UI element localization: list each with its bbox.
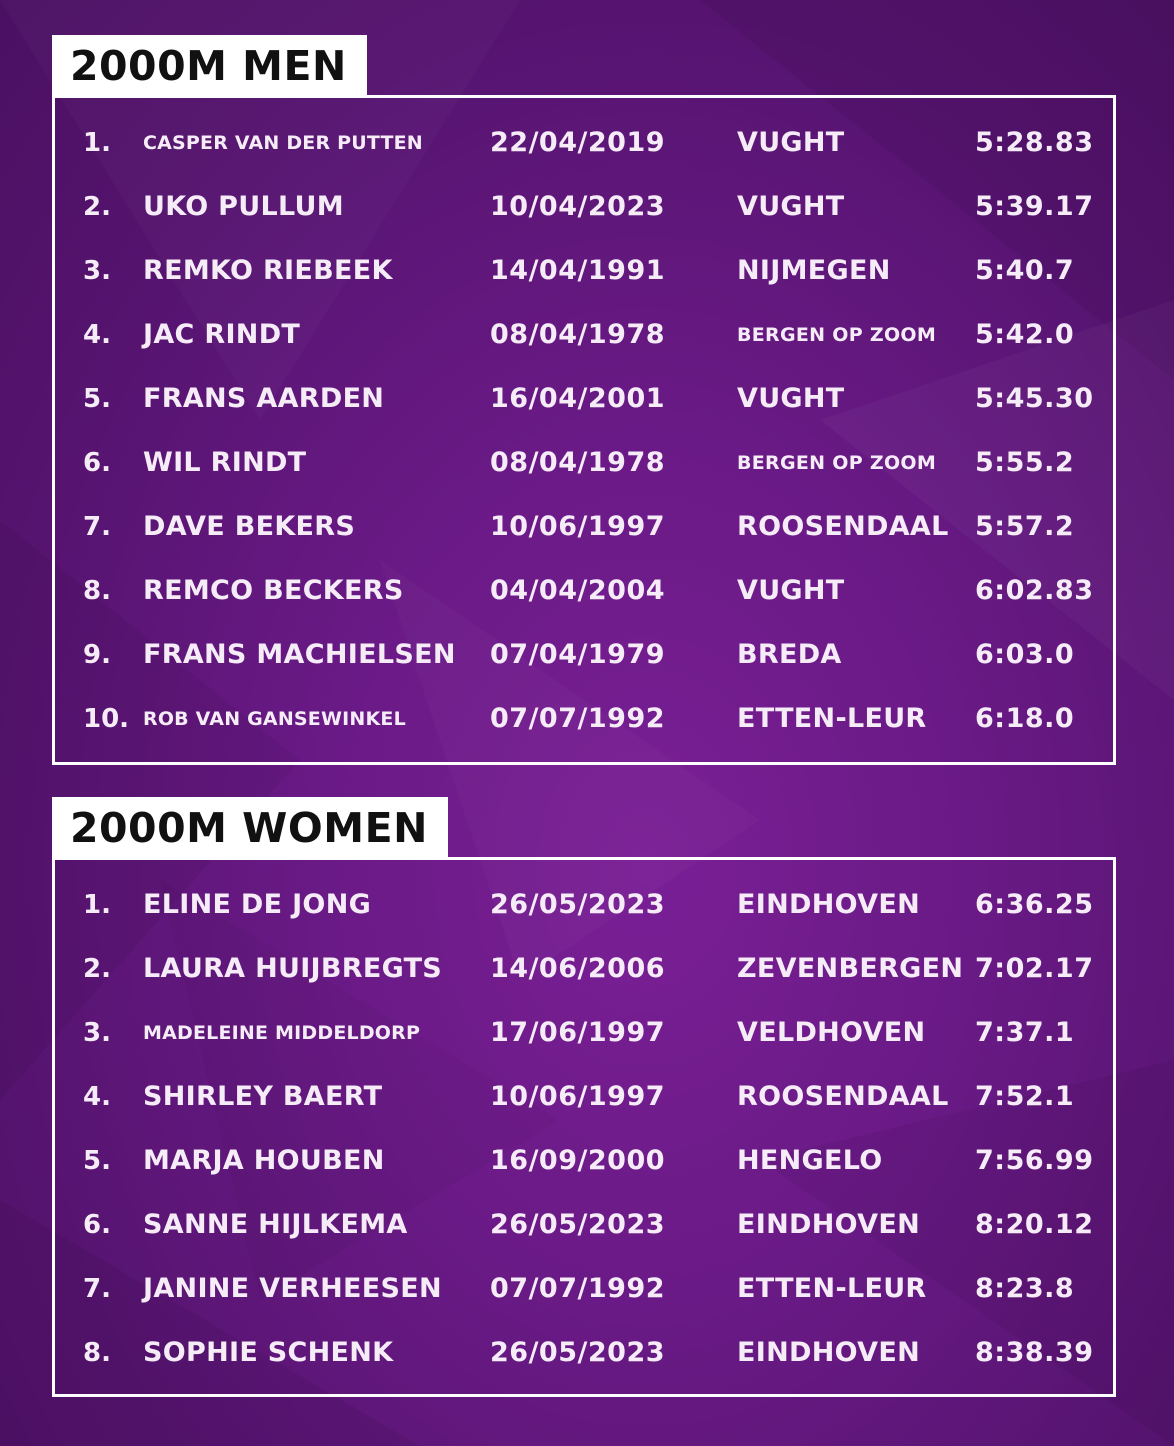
venue: ROOSENDAAL bbox=[737, 511, 949, 542]
table-row bbox=[55, 571, 1113, 611]
athlete-name: DAVE BEKERS bbox=[143, 511, 356, 542]
athlete-name: ELINE DE JONG bbox=[143, 889, 372, 920]
record-time: 5:57.2 bbox=[975, 511, 1075, 542]
record-time: 5:40.7 bbox=[975, 255, 1075, 286]
record-date: 07/07/1992 bbox=[490, 1273, 666, 1304]
rank-cell: 7. bbox=[83, 1274, 111, 1304]
athlete-name: SHIRLEY BAERT bbox=[143, 1081, 383, 1112]
table-row bbox=[55, 1077, 1113, 1117]
rank-cell: 4. bbox=[83, 320, 111, 350]
venue: VUGHT bbox=[737, 575, 845, 606]
table-row bbox=[55, 699, 1113, 739]
record-time: 6:02.83 bbox=[975, 575, 1094, 606]
rank-cell: 2. bbox=[83, 954, 111, 984]
record-time: 8:38.39 bbox=[975, 1337, 1094, 1368]
rank-cell: 10. bbox=[83, 704, 130, 734]
rank-cell: 2. bbox=[83, 192, 111, 222]
record-time: 5:28.83 bbox=[975, 127, 1094, 158]
athlete-name: JAC RINDT bbox=[143, 319, 301, 350]
record-date: 26/05/2023 bbox=[490, 1209, 666, 1240]
record-date: 07/04/1979 bbox=[490, 639, 666, 670]
rank-cell: 4. bbox=[83, 1082, 111, 1112]
record-time: 5:39.17 bbox=[975, 191, 1094, 222]
record-date: 26/05/2023 bbox=[490, 889, 666, 920]
venue: BREDA bbox=[737, 639, 842, 670]
rank-cell: 1. bbox=[83, 128, 111, 158]
record-time: 6:36.25 bbox=[975, 889, 1094, 920]
table-row bbox=[55, 885, 1113, 925]
record-time: 5:45.30 bbox=[975, 383, 1094, 414]
venue: VELDHOVEN bbox=[737, 1017, 926, 1048]
athlete-name: FRANS AARDEN bbox=[143, 383, 385, 414]
table-row bbox=[55, 1269, 1113, 1309]
athlete-name: REMKO RIEBEEK bbox=[143, 255, 393, 286]
rank-cell: 3. bbox=[83, 256, 111, 286]
table-row bbox=[55, 1333, 1113, 1373]
record-time: 7:56.99 bbox=[975, 1145, 1094, 1176]
record-date: 16/09/2000 bbox=[490, 1145, 666, 1176]
athlete-name: REMCO BECKERS bbox=[143, 575, 404, 606]
men-table bbox=[52, 95, 1116, 765]
rank-cell: 3. bbox=[83, 1018, 111, 1048]
rank-cell: 8. bbox=[83, 576, 111, 606]
record-date: 10/04/2023 bbox=[490, 191, 666, 222]
table-row bbox=[55, 1013, 1113, 1053]
record-date: 08/04/1978 bbox=[490, 319, 666, 350]
athlete-name: WIL RINDT bbox=[143, 447, 307, 478]
record-time: 7:52.1 bbox=[975, 1081, 1075, 1112]
rank-cell: 6. bbox=[83, 448, 111, 478]
rank-cell: 1. bbox=[83, 890, 111, 920]
record-date: 07/07/1992 bbox=[490, 703, 666, 734]
table-row bbox=[55, 507, 1113, 547]
athlete-name: LAURA HUIJBREGTS bbox=[143, 953, 443, 984]
record-date: 10/06/1997 bbox=[490, 511, 666, 542]
rank-cell: 9. bbox=[83, 640, 111, 670]
record-time: 8:23.8 bbox=[975, 1273, 1075, 1304]
record-date: 17/06/1997 bbox=[490, 1017, 666, 1048]
record-date: 04/04/2004 bbox=[490, 575, 666, 606]
venue: NIJMEGEN bbox=[737, 255, 891, 286]
rank-cell: 5. bbox=[83, 1146, 111, 1176]
venue: VUGHT bbox=[737, 127, 845, 158]
athlete-name: CASPER VAN DER PUTTEN bbox=[143, 132, 423, 154]
women-table bbox=[52, 857, 1116, 1397]
table-row bbox=[55, 1205, 1113, 1245]
record-date: 16/04/2001 bbox=[490, 383, 666, 414]
venue: BERGEN OP ZOOM bbox=[737, 452, 937, 474]
venue: ETTEN-LEUR bbox=[737, 703, 927, 734]
venue: VUGHT bbox=[737, 383, 845, 414]
record-date: 26/05/2023 bbox=[490, 1337, 666, 1368]
athlete-name: SOPHIE SCHENK bbox=[143, 1337, 394, 1368]
table-row bbox=[55, 251, 1113, 291]
record-date: 22/04/2019 bbox=[490, 127, 666, 158]
table-row bbox=[55, 443, 1113, 483]
table-row bbox=[55, 1141, 1113, 1181]
athlete-name: SANNE HIJLKEMA bbox=[143, 1209, 408, 1240]
table-row bbox=[55, 949, 1113, 989]
athlete-name: FRANS MACHIELSEN bbox=[143, 639, 456, 670]
record-time: 5:55.2 bbox=[975, 447, 1075, 478]
venue: EINDHOVEN bbox=[737, 1209, 920, 1240]
venue: HENGELO bbox=[737, 1145, 883, 1176]
record-time: 5:42.0 bbox=[975, 319, 1075, 350]
athlete-name: ROB VAN GANSEWINKEL bbox=[143, 708, 406, 730]
rank-cell: 7. bbox=[83, 512, 111, 542]
venue: VUGHT bbox=[737, 191, 845, 222]
venue: EINDHOVEN bbox=[737, 889, 920, 920]
women-title: 2000M WOMEN bbox=[52, 797, 448, 859]
table-row bbox=[55, 379, 1113, 419]
record-time: 7:02.17 bbox=[975, 953, 1094, 984]
record-time: 8:20.12 bbox=[975, 1209, 1094, 1240]
table-row bbox=[55, 315, 1113, 355]
men-title: 2000M MEN bbox=[52, 35, 367, 97]
table-row bbox=[55, 187, 1113, 227]
rank-cell: 5. bbox=[83, 384, 111, 414]
athlete-name: JANINE VERHEESEN bbox=[143, 1273, 442, 1304]
record-time: 7:37.1 bbox=[975, 1017, 1075, 1048]
record-time: 6:03.0 bbox=[975, 639, 1075, 670]
venue: EINDHOVEN bbox=[737, 1337, 920, 1368]
venue: ZEVENBERGEN bbox=[737, 953, 964, 984]
record-date: 10/06/1997 bbox=[490, 1081, 666, 1112]
venue: ROOSENDAAL bbox=[737, 1081, 949, 1112]
athlete-name: MARJA HOUBEN bbox=[143, 1145, 385, 1176]
table-row bbox=[55, 123, 1113, 163]
record-date: 14/04/1991 bbox=[490, 255, 666, 286]
rank-cell: 6. bbox=[83, 1210, 111, 1240]
record-date: 08/04/1978 bbox=[490, 447, 666, 478]
record-time: 6:18.0 bbox=[975, 703, 1075, 734]
venue: ETTEN-LEUR bbox=[737, 1273, 927, 1304]
athlete-name: MADELEINE MIDDELDORP bbox=[143, 1022, 421, 1044]
record-date: 14/06/2006 bbox=[490, 953, 666, 984]
table-row bbox=[55, 635, 1113, 675]
venue: BERGEN OP ZOOM bbox=[737, 324, 937, 346]
athlete-name: UKO PULLUM bbox=[143, 191, 344, 222]
rank-cell: 8. bbox=[83, 1338, 111, 1368]
